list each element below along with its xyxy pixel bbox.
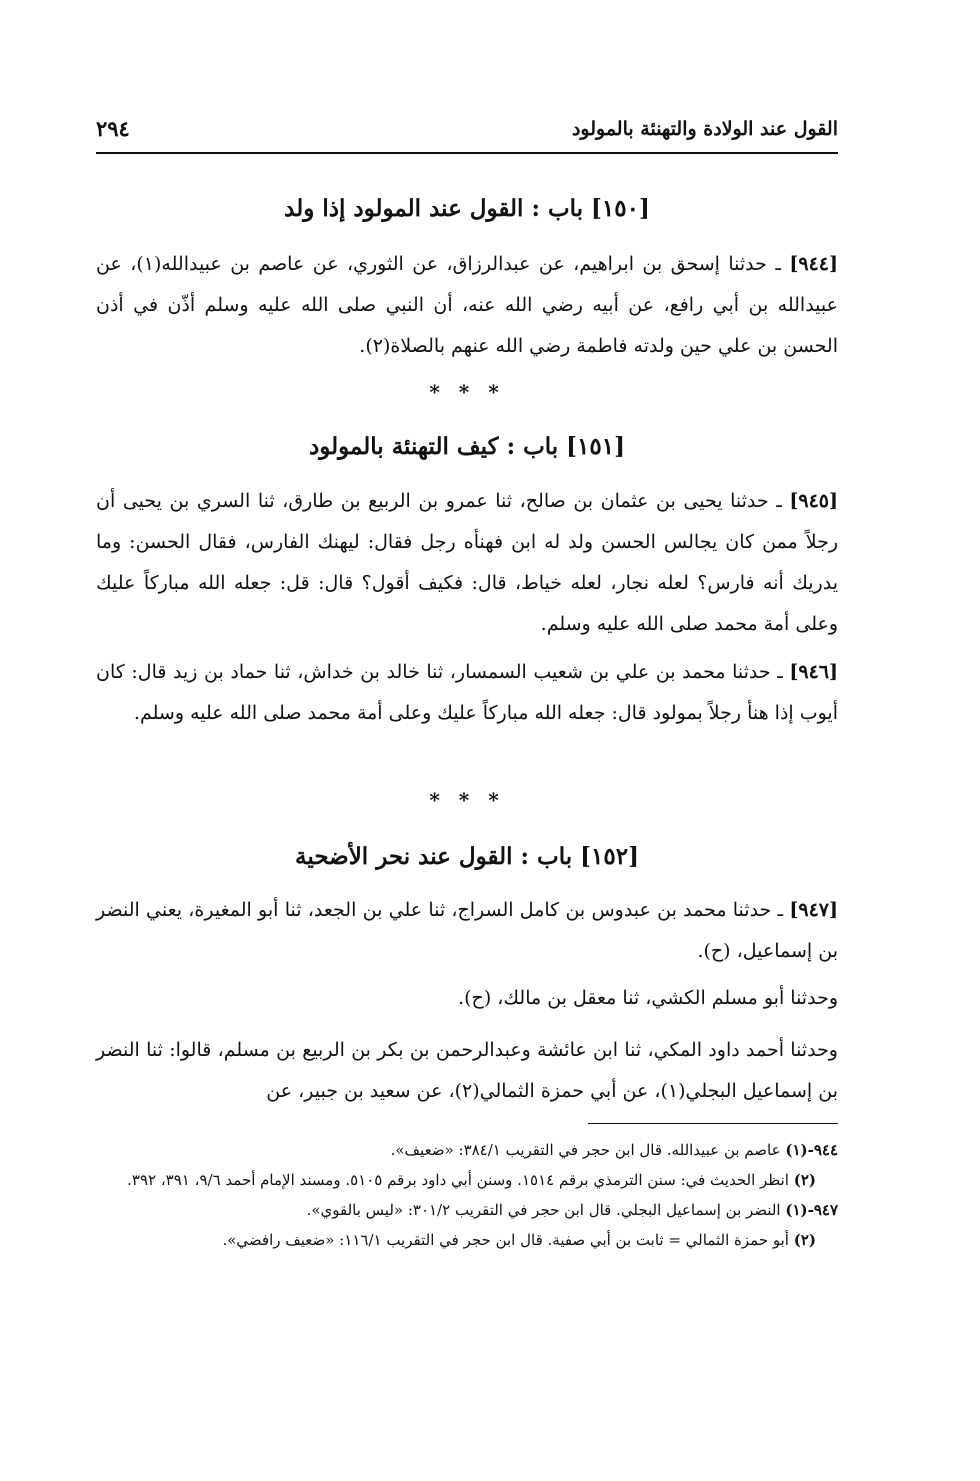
hadith-text: ـ حدثنا محمد بن علي بن شعيب السمسار، ثنا خالد بن خداش، ثنا حماد بن زيد قال: كان أيوب إذا هنأ رجلاً بمولود قال: جعله الله مباركاً عليك وعلى أمة محمد صلى الله عليه وسلم. [96, 661, 838, 724]
hadith-number: [٩٤٦] [789, 661, 838, 683]
page-number: ٢٩٤ [96, 116, 130, 141]
section-separator: * * * [429, 788, 505, 812]
footnote-text: انظر الحديث في: سنن الترمذي برقم ١٥١٤. وسنن أبي داود برقم ٥١٠٥. ومسند الإمام أحمد ٩/٦، ٣٩١، ٣٩٢. [127, 1171, 794, 1189]
footnote-number: (٢) [793, 1171, 816, 1189]
chapter-heading-151 [96, 433, 838, 460]
hadith-text: ـ حدثنا إسحق بن ابراهيم، عن عبدالرزاق، عن الثوري، عن عاصم بن عبيدالله(١)، عن عبيدالله بن أبي رافع، عن أبيه رضي الله عنه، أن النبي صلى الله عليه وسلم أذّن في أذن الحسن بن علي حين ولدته فاطمة رضي الله عنهم بالصلاة(٢). [96, 253, 838, 357]
footnote [96, 1165, 838, 1195]
chapter-heading-150 [96, 195, 838, 222]
footnote-divider [588, 1123, 838, 1124]
footnote-number: (٢) [793, 1231, 816, 1249]
hadith-paragraph-946 [96, 652, 838, 734]
footnote-number: ٩٤٧-(١) [785, 1201, 838, 1219]
hadith-chain-paragraph [96, 978, 838, 1019]
footnote [96, 1225, 838, 1255]
hadith-paragraph-945 [96, 481, 838, 645]
hadith-number: [٩٤٧] [789, 899, 838, 921]
chapter-number: [١٥٢] باب : [520, 843, 639, 870]
hadith-paragraph-947 [96, 890, 838, 972]
chapter-title: القول عند المولود إذا ولد [284, 195, 524, 222]
running-header [96, 112, 838, 154]
footnote-text: أبو حمزة الثمالي = ثابت بن أبي صفية. قال ابن حجر في التقريب ١١٦/١: «ضعيف رافضي». [222, 1231, 794, 1249]
footnote-number: ٩٤٤-(١) [785, 1141, 838, 1159]
section-separator: * * * [429, 380, 505, 404]
chapter-heading-152 [96, 843, 838, 870]
chapter-number: [١٥١] باب : [506, 433, 625, 460]
chain-text: وحدثنا أحمد داود المكي، ثنا ابن عائشة وعبدالرحمن بن بكر بن الربيع بن مسلم، قالوا: ثنا النضر بن إسماعيل البجلي(١)، عن أبي حمزة الثمالي(٢)، عن سعيد بن جبير، عن [96, 1039, 838, 1102]
hadith-number: [٩٤٤] [789, 253, 838, 275]
hadith-chain-paragraph [96, 1030, 838, 1112]
chapter-title: كيف التهنئة بالمولود [308, 433, 499, 460]
chapter-title: القول عند نحر الأضحية [295, 843, 513, 870]
footnote [96, 1135, 838, 1165]
hadith-text: ـ حدثنا يحيى بن عثمان بن صالح، ثنا عمرو بن الربيع بن طارق، ثنا السري بن يحيى أن رجلاً ممن كان يجالس الحسن ولد له ابن فهنأه رجل فقال: ليهنك الفارس، فقال الحسن: وما يدريك أنه فارس؟ لعله نجار، لعله خياط، قال: فكيف أقول؟ قال: قل: جعله الله مباركاً عليك وعلى أمة محمد صلى الله عليه وسلم. [96, 490, 838, 635]
footnotes [96, 1135, 838, 1255]
footnote-text: النضر بن إسماعيل البجلي. قال ابن حجر في التقريب ٣٠١/٢: «ليس بالقوي». [306, 1201, 786, 1219]
footnote-text: عاصم بن عبيدالله. قال ابن حجر في التقريب ٣٨٤/١: «ضعيف». [390, 1141, 786, 1159]
chain-text: وحدثنا أبو مسلم الكشي، ثنا معقل بن مالك، (ح). [458, 987, 838, 1009]
hadith-text: ـ حدثنا محمد بن عبدوس بن كامل السراج، ثنا علي بن الجعد، ثنا أبو المغيرة، يعني النضر بن إسماعيل، (ح). [96, 899, 838, 962]
chapter-number: [١٥٠] باب : [531, 195, 650, 222]
hadith-number: [٩٤٥] [789, 490, 838, 512]
running-title: القول عند الولادة والتهنئة بالمولود [571, 118, 838, 140]
footnote [96, 1195, 838, 1225]
hadith-paragraph-944 [96, 244, 838, 367]
